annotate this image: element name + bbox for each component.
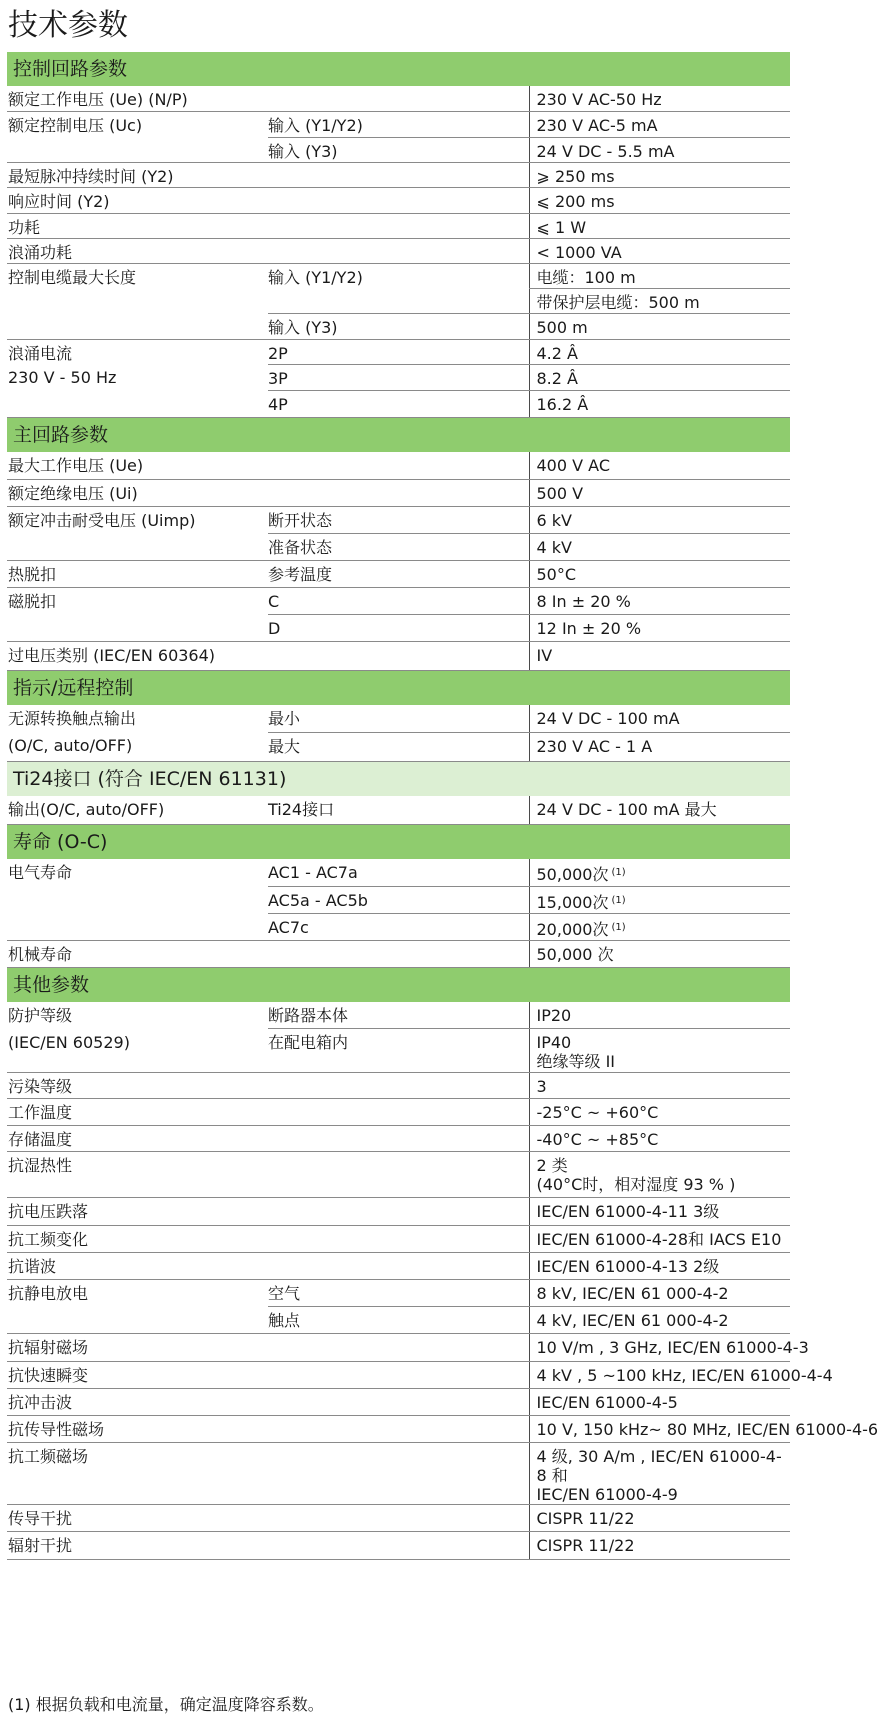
param-condition [268,452,529,480]
table-row [7,1280,790,1307]
param-name [7,313,268,339]
table-row [7,1226,790,1253]
param-value [529,507,790,534]
param-value [529,561,790,588]
param-name [7,390,268,417]
param-name [7,1307,268,1334]
param-name: 抗谐波 [7,1253,268,1280]
param-value [529,86,790,111]
param-value [529,1362,833,1389]
value-text: 16.2 Â [536,394,589,414]
table-row [7,1443,790,1505]
value-text: 4.2 Â [536,343,578,363]
value-text: 3 [536,1077,547,1096]
value-text: 24 V DC - 100 mA 最大 [536,799,717,819]
param-condition [268,1505,529,1532]
value-text: 400 V AC [536,455,610,475]
value-text: 带保护层电缆：500 m [536,292,700,312]
param-value [529,1334,809,1362]
param-condition [268,1073,529,1099]
value-text: 4 级, 30 A/m , IEC/EN 61000-4-8 和 [536,1447,782,1485]
param-name: 最大工作电压 (Ue) [7,452,268,480]
param-name: 污染等级 [7,1073,268,1099]
param-condition: C [268,588,529,615]
param-name: 抗静电放电 [8,1284,89,1303]
value-text: CISPR 11/22 [536,1536,635,1555]
param-value [529,1198,790,1226]
param-value [529,313,790,339]
param-condition [268,1362,529,1389]
table-row [7,1334,790,1362]
table-row [7,1362,790,1389]
table-row [7,213,790,238]
param-name: 额定控制电压 (Uc) [8,115,143,135]
section-header: 主回路参数 [7,417,790,452]
param-name: 最短脉冲持续时间 (Y2) [7,162,268,187]
section-header-row [7,967,790,1002]
section-header: 指示/远程控制 [7,671,790,706]
param-value [529,1280,790,1307]
table-row [7,642,790,671]
param-name [7,137,268,162]
table-row [7,263,790,288]
param-condition: 触点 [268,1307,529,1334]
param-name: 浪涌电流 [8,343,73,363]
value-text: IEC/EN 61000-4-5 [536,1393,678,1412]
param-name: 机械寿命 [7,940,268,967]
section-header-row [7,671,790,706]
param-name: 防护等级 [8,1005,73,1025]
table-row [7,137,790,162]
param-name: 额定工作电压 (Ue) (N/P) [7,86,268,111]
param-value [529,187,790,213]
value-text: IEC/EN 61000-4-28和 IACS E10 [536,1230,782,1249]
param-value [529,1126,790,1152]
param-value [529,213,790,238]
param-condition [268,1416,529,1443]
param-value [529,732,790,761]
param-condition: 在配电箱内 [268,1029,529,1073]
param-name: 抗快速瞬变 [7,1362,268,1389]
param-name [7,288,268,313]
section-header-row [7,52,790,86]
table-row [7,534,790,561]
value-text: 10 V, 150 kHz~ 80 MHz, IEC/EN 61000-4-6 [536,1420,878,1439]
table-row [7,859,790,886]
value-text: 230 V AC-50 Hz [536,90,662,109]
param-condition: 4P [268,390,529,417]
value-text: ⩾ 250 ms [536,166,615,186]
param-value [529,1253,790,1280]
table-row [7,452,790,480]
page-title: 技术参数 [8,8,128,43]
table-row [7,187,790,213]
param-name: 230 V - 50 Hz [8,368,117,387]
value-text: 电缆：100 m [536,267,636,287]
value-text: 230 V AC-5 mA [536,115,658,135]
footnote-ref: (1) [611,867,626,878]
param-condition [268,162,529,187]
param-value [529,642,790,671]
section-header: 寿命 (O-C) [7,825,790,860]
param-value [529,480,790,507]
param-name: (IEC/EN 60529) [7,1029,268,1073]
footnote-ref: (1) [611,894,626,906]
param-condition: 输入 (Y1/Y2) [268,111,529,137]
param-name: 抗电压跌落 [7,1198,268,1226]
param-value [529,162,790,187]
value-text: 4 kV, IEC/EN 61 000-4-2 [536,1311,729,1330]
param-condition [268,480,529,507]
table-row [7,1416,790,1443]
section-header-row [7,417,790,452]
spec-table [7,52,878,1560]
table-row [7,1389,790,1416]
param-name: 响应时间 (Y2) [7,187,268,213]
value-text: 8 kV, IEC/EN 61 000-4-2 [536,1284,729,1303]
param-name [7,615,268,642]
param-name: 输出(O/C, auto/OFF) [7,796,268,825]
table-row [7,1253,790,1280]
param-name: 抗工频变化 [7,1226,268,1253]
table-row [7,588,790,615]
param-condition: AC5a - AC5b [268,886,529,913]
value-text: IEC/EN 61000-4-11 3级 [536,1202,720,1221]
param-condition [268,213,529,238]
table-row [7,561,790,588]
param-condition [268,187,529,213]
table-row [7,732,790,761]
param-condition: 3P [268,364,529,390]
value-text: 12 In ± 20 % [536,619,642,638]
param-condition: 最小 [268,705,529,732]
param-name: 浪涌功耗 [7,238,268,263]
table-row [7,1198,790,1226]
param-value [529,796,790,825]
table-row [7,1307,790,1334]
param-condition: 断开状态 [268,507,529,534]
param-name [7,534,268,561]
value-text: IP40 [536,1033,572,1052]
param-condition [268,1152,529,1198]
value-text: 15,000次 [536,892,609,912]
param-value [529,1226,790,1253]
value-text-line2: IEC/EN 61000-4-9 [536,1485,678,1504]
table-row [7,940,790,967]
param-condition: 2P [268,339,529,364]
param-name: 过电压类别 (IEC/EN 60364) [7,642,268,671]
param-value [529,615,790,642]
table-row [7,86,790,111]
value-text: 24 V DC - 5.5 mA [536,141,675,161]
table-row [7,480,790,507]
value-text: 8 In ± 20 % [536,592,631,611]
param-condition [268,1099,529,1126]
param-name: 电气寿命 [8,863,73,882]
table-row [7,1532,790,1560]
param-condition: 断路器本体 [268,1002,529,1029]
table-row [7,796,790,825]
param-condition [268,1226,529,1253]
param-value [529,1307,790,1334]
value-text: 500 m [536,317,588,337]
value-text: 4 kV [536,538,572,557]
table-row [7,288,790,313]
value-text: 2 类 [536,1156,568,1175]
param-value [529,1099,790,1126]
param-value [529,940,790,967]
param-name: 传导干扰 [7,1505,268,1532]
param-condition [268,288,529,313]
param-condition [268,1443,529,1505]
table-row [7,238,790,263]
section-header: 其他参数 [7,967,790,1002]
table-row [7,390,790,417]
param-value [529,1443,790,1505]
table-row [7,339,790,364]
param-condition: 输入 (Y1/Y2) [268,267,363,287]
param-name: 热脱扣 [7,561,268,588]
value-text: IEC/EN 61000-4-13 2级 [536,1257,720,1276]
param-name: 抗传导性磁场 [7,1416,268,1443]
param-name: 辐射干扰 [7,1532,268,1560]
param-name: 无源转换触点输出 [8,709,137,728]
table-row [7,507,790,534]
param-value [529,1505,790,1532]
value-text: 10 V/m , 3 GHz, IEC/EN 61000-4-3 [536,1338,809,1357]
param-value [529,137,790,162]
value-text: IP20 [536,1005,572,1025]
param-condition [268,1389,529,1416]
value-text: -40°C ~ +85°C [536,1130,659,1149]
param-value [529,705,790,732]
footnote: (1) 根据负载和电流量，确定温度降容系数。 [8,1695,324,1714]
param-value [529,390,790,417]
value-text: 230 V AC - 1 A [536,736,653,756]
value-text: 50,000次 [536,865,609,884]
param-value [529,238,790,263]
param-value [529,263,790,288]
table-row [7,313,790,339]
param-value [529,111,790,137]
param-condition [268,1532,529,1560]
param-condition [268,1253,529,1280]
param-name: 磁脱扣 [8,592,57,611]
table-row [7,1099,790,1126]
value-text: 20,000次 [536,919,609,939]
footnote-ref: (1) [611,921,626,933]
table-row [7,913,790,940]
value-text: 24 V DC - 100 mA [536,709,680,728]
param-value [529,859,790,886]
section-header: Ti24接口 (符合 IEC/EN 61131) [7,761,790,796]
param-condition: 最大 [268,732,529,761]
param-condition: 空气 [268,1280,529,1307]
section-header: 控制回路参数 [7,52,790,86]
table-row [7,162,790,187]
param-name: 控制电缆最大长度 [8,267,137,287]
value-text: -25°C ~ +60°C [536,1103,659,1122]
param-condition [268,238,529,263]
param-condition: AC1 - AC7a [268,859,529,886]
table-row [7,111,790,137]
param-condition: AC7c [268,913,529,940]
param-value [529,288,790,313]
param-condition: 参考温度 [268,561,529,588]
value-text-line2: 绝缘等级 II [536,1052,616,1071]
param-value [529,913,790,940]
param-name [7,913,268,940]
param-value [529,1073,790,1099]
param-name: (O/C, auto/OFF) [7,732,268,761]
param-condition: D [268,615,529,642]
table-row [7,615,790,642]
param-value [529,1002,790,1029]
value-text: ⩽ 200 ms [536,191,615,211]
table-row [7,1029,790,1073]
param-condition: 准备状态 [268,534,529,561]
param-value [529,1532,790,1560]
value-text: 50,000 次 [536,944,614,964]
table-row [7,886,790,913]
param-value [529,534,790,561]
table-row [7,1505,790,1532]
table-row [7,364,790,390]
param-condition [268,86,529,111]
param-name: 抗冲击波 [7,1389,268,1416]
param-name: 功耗 [7,213,268,238]
param-value [529,1416,878,1443]
param-name: 抗工频磁场 [7,1443,268,1505]
table-row [7,1002,790,1029]
param-name: 额定冲击耐受电压 (Uimp) [8,511,196,530]
table-row [7,1073,790,1099]
param-condition [268,940,529,967]
param-value [529,1152,790,1198]
param-condition: 输入 (Y3) [268,313,529,339]
param-value [529,1029,790,1073]
param-value [529,886,790,913]
value-text: 6 kV [536,511,572,530]
value-text: ⩽ 1 W [536,217,587,237]
param-name: 工作温度 [7,1099,268,1126]
value-text: 4 kV , 5 ~100 kHz, IEC/EN 61000-4-4 [536,1366,833,1385]
value-text-line2: (40°C时，相对湿度 93 % ) [536,1175,736,1194]
value-text: CISPR 11/22 [536,1509,635,1528]
value-text: < 1000 VA [536,242,622,262]
table-row [7,705,790,732]
value-text: 50°C [536,565,577,584]
param-name: 额定绝缘电压 (Ui) [7,480,268,507]
table-row [7,1152,790,1198]
param-condition: Ti24接口 [268,796,529,825]
param-name [7,886,268,913]
param-condition [268,642,529,671]
table-row [7,1126,790,1152]
param-name: 存储温度 [7,1126,268,1152]
param-name: 抗湿热性 [7,1152,268,1198]
section-header-row [7,825,790,860]
param-condition [268,1126,529,1152]
section-header-row [7,761,790,796]
param-condition [268,1198,529,1226]
param-name: 抗辐射磁场 [7,1334,268,1362]
param-value [529,339,790,364]
param-value [529,364,790,390]
param-value [529,1389,790,1416]
value-text: 500 V [536,484,584,503]
param-value [529,452,790,480]
value-text: 8.2 Â [536,368,578,388]
param-value [529,588,790,615]
param-condition: 输入 (Y3) [268,137,529,162]
param-condition [268,1334,529,1362]
value-text: IV [536,646,553,665]
